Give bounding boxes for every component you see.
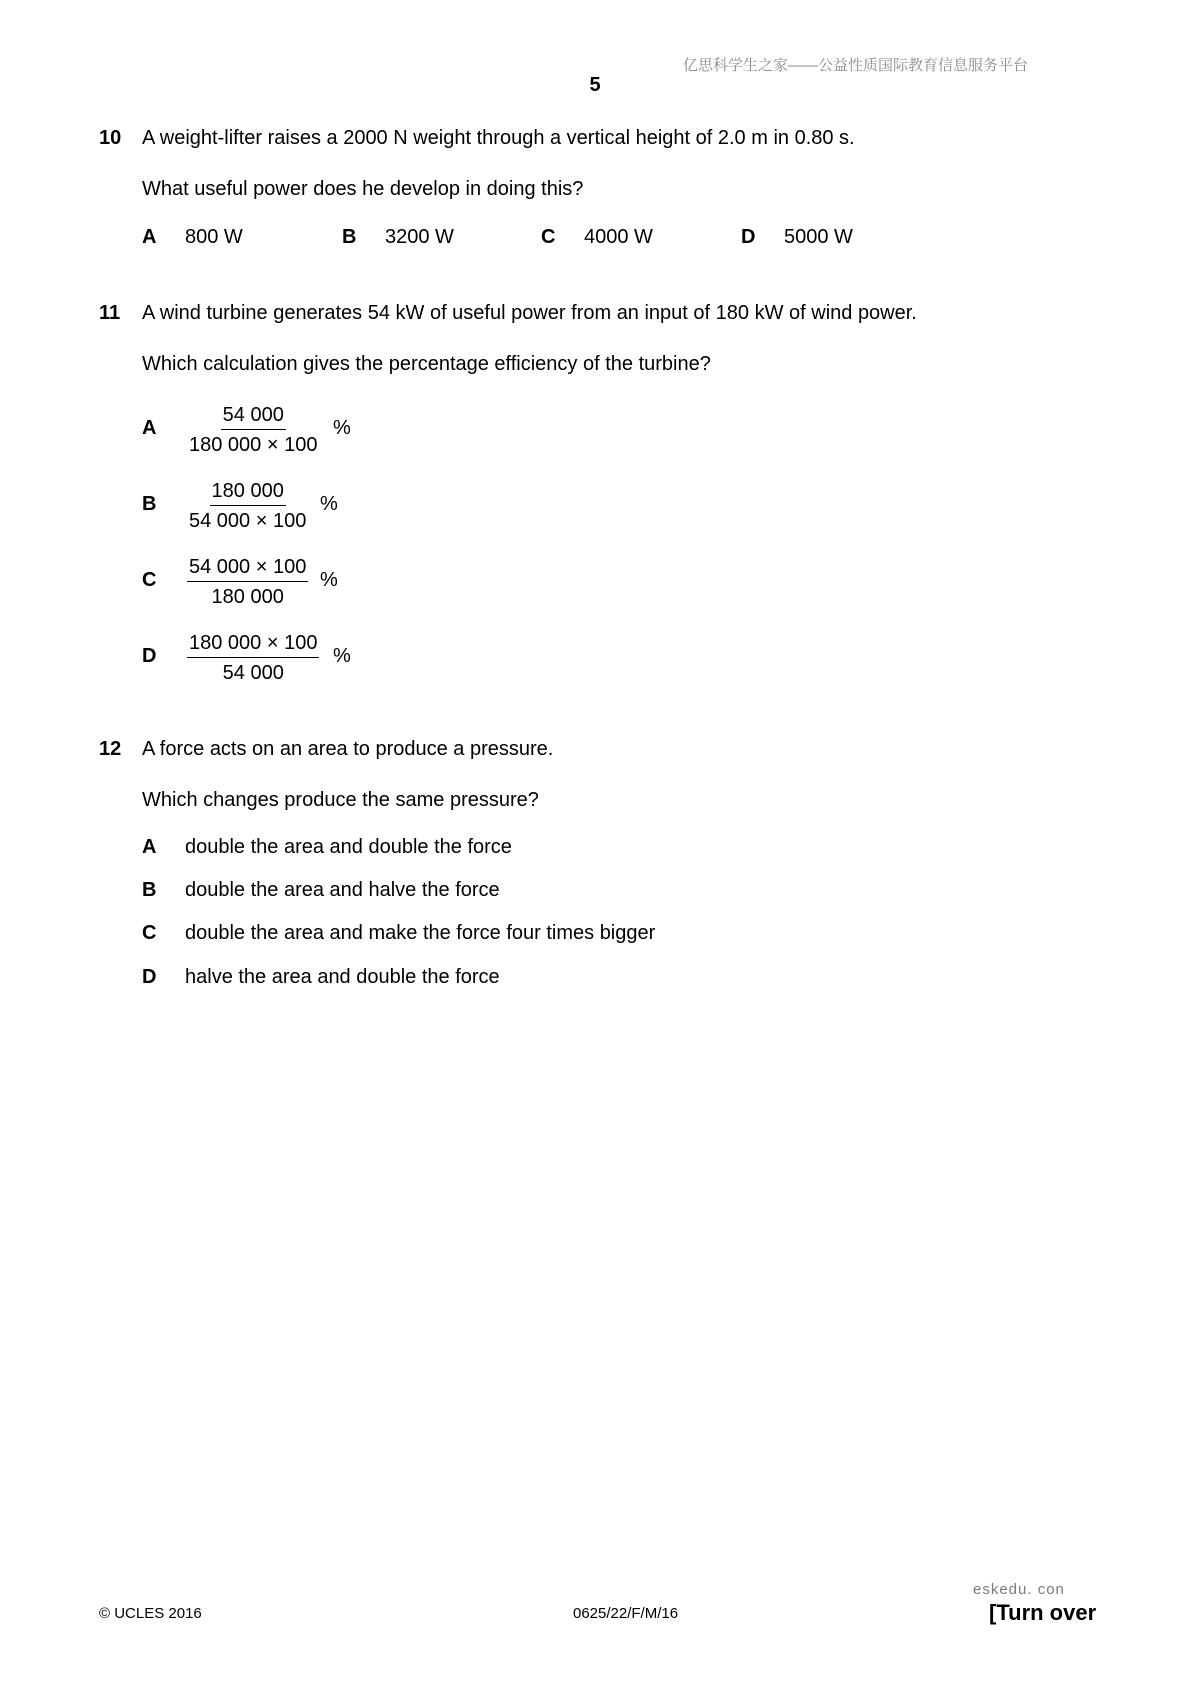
option-text: 800 W (185, 226, 243, 248)
fraction-numerator: 180 000 (210, 480, 286, 506)
turn-over-text: [Turn over (989, 1600, 1097, 1625)
question-stem: A weight-lifter raises a 2000 N weight through a vertical height of 2.0 m in 0.80 s. (142, 127, 855, 149)
option-label: A (142, 836, 157, 858)
option-label: C (142, 569, 157, 591)
option-text: double the area and halve the force (185, 879, 500, 901)
fraction-denominator: 180 000 × 100 (189, 434, 318, 456)
percent-sign: % (320, 569, 338, 591)
watermark-text: 亿思科学生之家——公益性质国际教育信息服务平台 (683, 57, 1029, 74)
percent-sign: % (320, 493, 338, 515)
option-label: D (142, 966, 157, 988)
option-text: double the area and make the force four times bigger (185, 922, 656, 944)
option-label: B (142, 493, 157, 515)
fraction (187, 556, 308, 609)
fraction-numerator: 54 000 × 100 (187, 556, 308, 582)
fraction-denominator: 180 000 (211, 586, 284, 608)
fraction (187, 480, 308, 533)
question-number: 11 (99, 302, 121, 324)
fraction-numerator: 180 000 × 100 (187, 632, 319, 658)
option-label: D (142, 645, 157, 667)
percent-sign: % (333, 417, 351, 439)
paper-code: 0625/22/F/M/16 (573, 1605, 679, 1622)
page-number: 5 (589, 74, 601, 96)
option-label: A (142, 226, 157, 248)
fraction-numerator: 54 000 (221, 404, 286, 430)
option-label: C (541, 226, 556, 248)
option-text: double the area and double the force (185, 836, 512, 858)
fraction (187, 632, 319, 685)
fraction-denominator: 54 000 × 100 (189, 510, 307, 532)
option-label: C (142, 922, 157, 944)
option-label: D (741, 226, 756, 248)
question-number: 10 (99, 127, 122, 149)
site-watermark: eskedu. con (973, 1581, 1065, 1598)
question-prompt: What useful power does he develop in doing this? (142, 178, 584, 200)
question-stem: A wind turbine generates 54 kW of useful power from an input of 180 kW of wind power. (142, 302, 917, 324)
option-label: B (342, 226, 357, 248)
option-label: B (142, 879, 157, 901)
question-number: 12 (99, 738, 122, 760)
option-text: 4000 W (584, 226, 653, 248)
question-stem: A force acts on an area to produce a pressure. (142, 738, 554, 760)
percent-sign: % (333, 645, 351, 667)
copyright-text: © UCLES 2016 (99, 1605, 202, 1622)
question-prompt: Which changes produce the same pressure? (142, 789, 539, 811)
option-text: 5000 W (784, 226, 853, 248)
fraction-denominator: 54 000 (222, 662, 284, 684)
option-text: halve the area and double the force (185, 966, 500, 988)
fraction (187, 404, 319, 457)
question-prompt: Which calculation gives the percentage efficiency of the turbine? (142, 353, 711, 375)
option-label: A (142, 417, 157, 439)
option-text: 3200 W (385, 226, 454, 248)
